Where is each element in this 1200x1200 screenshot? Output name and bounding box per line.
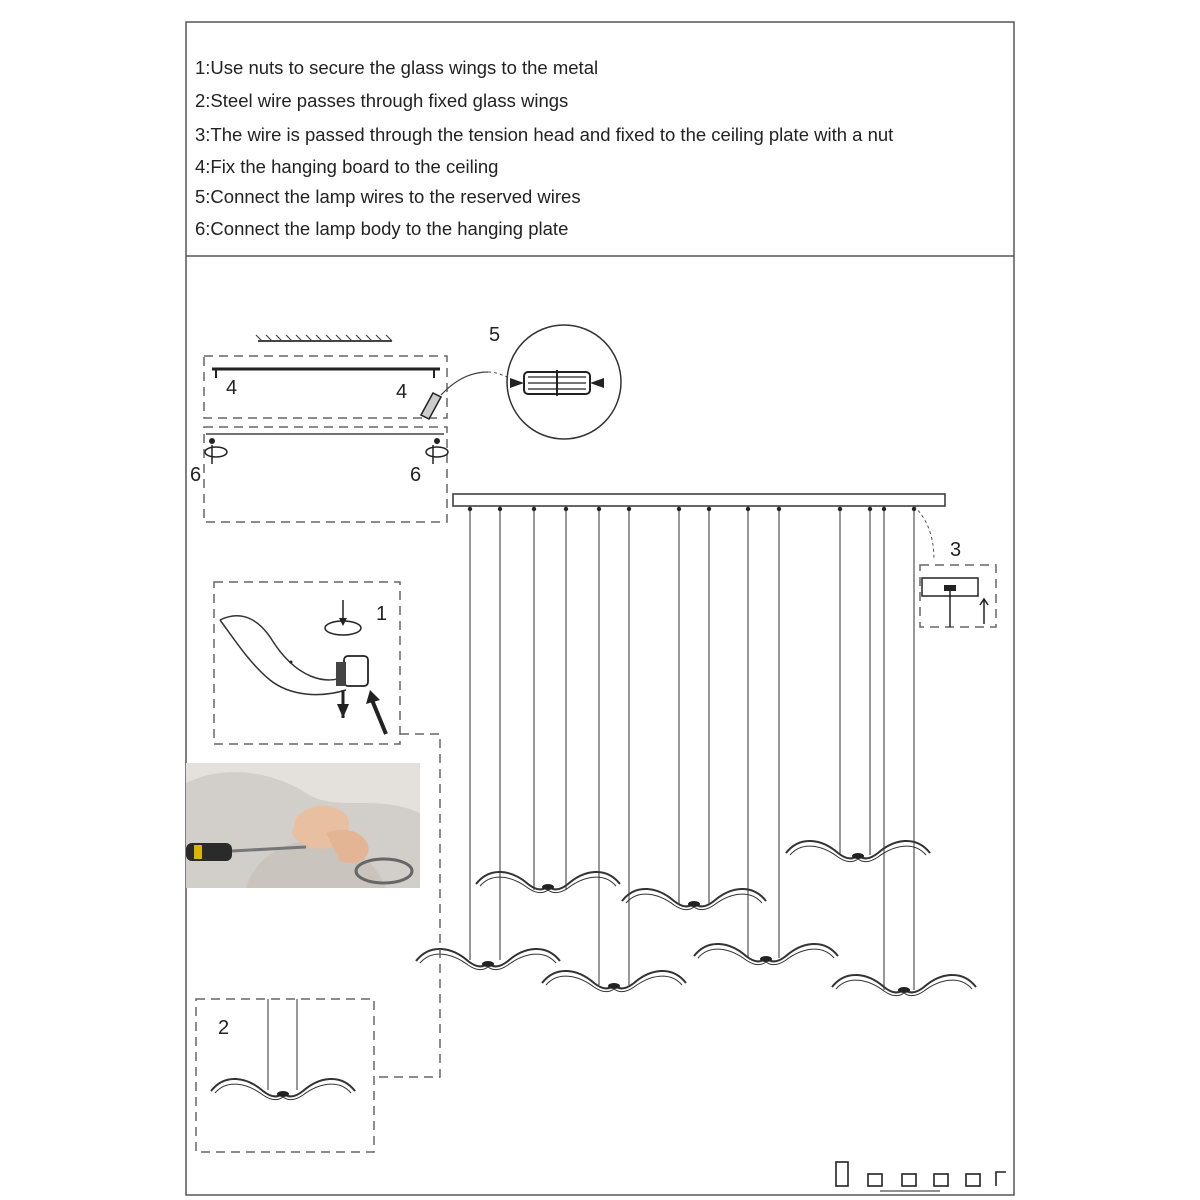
instruction-5: 5:Connect the lamp wires to the reserved wires <box>195 186 581 207</box>
wire-connector-detail <box>489 324 621 439</box>
instruction-2: 2:Steel wire passes through fixed glass wings <box>195 90 569 111</box>
callout-2: 2 <box>218 1017 230 1039</box>
nut-fixing-detail <box>214 582 400 744</box>
wire-through-wing-detail <box>196 999 374 1152</box>
instruction-1: 1:Use nuts to secure the glass wings to the metal <box>195 57 599 78</box>
callout-5: 5 <box>489 324 501 346</box>
instruction-6: 6:Connect the lamp body to the hanging plate <box>195 218 569 239</box>
callout-4-right: 4 <box>396 381 408 403</box>
page-frame <box>186 22 1014 1195</box>
callout-1: 1 <box>376 603 388 625</box>
callout-6-right: 6 <box>410 464 422 486</box>
callout-6-left: 6 <box>190 464 202 486</box>
instruction-4: 4:Fix the hanging board to the ceiling <box>195 156 499 177</box>
callout-4-left: 4 <box>226 377 238 399</box>
brand-logo <box>836 1162 1006 1191</box>
tension-head-detail <box>914 506 996 627</box>
callout-3: 3 <box>950 539 962 561</box>
installation-photo <box>186 763 420 888</box>
hanging-plate-detail <box>190 427 448 522</box>
ceiling-plate-detail <box>204 335 510 419</box>
instruction-3: 3:The wire is passed through the tension head and fixed to the ceiling plate with a nut <box>195 124 894 145</box>
chandelier-body <box>416 494 976 996</box>
